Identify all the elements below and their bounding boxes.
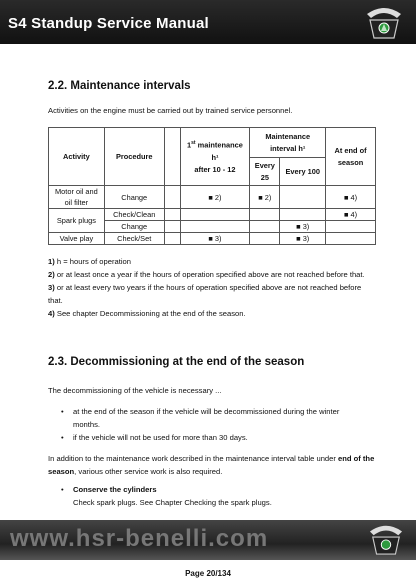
cell-blank	[164, 186, 180, 209]
maintenance-table	[48, 127, 376, 245]
cell-every-25	[250, 209, 280, 221]
cell-procedure: Change	[104, 221, 164, 233]
first-maint-sup: st	[191, 140, 196, 147]
footnote-number: 4)	[48, 309, 55, 318]
cell-activity: Spark plugs	[49, 209, 105, 233]
interval-line1: Maintenance	[265, 131, 311, 141]
footnotes	[48, 255, 378, 320]
footnote-text: h = hours of operation	[54, 257, 131, 266]
hsr-benelli-logo-icon	[366, 522, 406, 556]
footer-website: www.hsr-benelli.com	[10, 525, 269, 552]
decommissioning-intro: The decommissioning of the vehicle is necessary ...	[48, 386, 222, 395]
header-every-100: Every 100	[280, 158, 326, 186]
footnote-text: or at least every two years if the hours of operation specified above are not reached before that.	[48, 283, 362, 305]
section-title-maintenance: 2.2. Maintenance intervals	[48, 80, 191, 92]
list-item	[48, 431, 368, 444]
bullet-icon: •	[61, 433, 64, 442]
table-row	[49, 209, 376, 221]
footnote-number: 2)	[48, 270, 55, 279]
cell-end-season	[326, 233, 376, 245]
cell-every-25	[250, 221, 280, 233]
table-row	[49, 233, 376, 245]
hsr-benelli-logo-icon	[364, 4, 404, 40]
table-row	[49, 186, 376, 209]
cell-end-season: ■ 4)	[326, 186, 376, 209]
list-item-detail: Check spark plugs. See Chapter Checking the spark plugs.	[73, 498, 272, 507]
list-item	[48, 405, 368, 431]
decommissioning-conditions	[48, 405, 368, 444]
footnote	[48, 307, 378, 320]
list-item-text: at the end of the season if the vehicle will be decommissioned during the winter months.	[73, 407, 340, 429]
header-activity: Activity	[49, 128, 105, 186]
decommissioning-paragraph	[48, 452, 378, 478]
page-number: Page 20/134	[185, 569, 231, 578]
cell-every-25: ■ 2)	[250, 186, 280, 209]
cell-every-100: ■ 3)	[280, 221, 326, 233]
cell-blank	[164, 221, 180, 233]
table-header-row	[49, 128, 376, 158]
subheading: Conserve the cylinders	[73, 485, 157, 494]
cell-activity: Motor oil and oil filter	[49, 186, 105, 209]
header-first-maintenance	[180, 128, 250, 186]
paragraph-text-end: , various other service work is also required.	[74, 467, 223, 476]
cell-procedure: Check/Clean	[104, 209, 164, 221]
header-interval	[250, 128, 326, 158]
cell-first	[180, 221, 250, 233]
header-end-of-season: At end of season	[326, 128, 376, 186]
cell-first: ■ 3)	[180, 233, 250, 245]
maintenance-intro: Activities on the engine must be carried out by trained service personnel.	[48, 106, 293, 115]
footnote-number: 3)	[48, 283, 55, 292]
footnote	[48, 281, 378, 307]
manual-title: S4 Standup Service Manual	[8, 15, 209, 32]
list-item-text: if the vehicle will not be used for more than 30 days.	[73, 433, 248, 442]
cell-procedure: Check/Set	[104, 233, 164, 245]
footnote-text: See chapter Decommissioning at the end of the season.	[54, 309, 246, 318]
header-procedure: Procedure	[104, 128, 164, 186]
footnote-text: or at least once a year if the hours of operation specified above are not reached before that.	[54, 270, 365, 279]
cell-first	[180, 209, 250, 221]
paragraph-emphasis: end of the season	[48, 454, 375, 476]
paragraph-text: In addition to the maintenance work described in the maintenance interval table under	[48, 454, 339, 463]
first-maint-unit: h¹	[211, 152, 219, 162]
bullet-icon: •	[61, 485, 64, 494]
cell-every-100: ■ 3)	[280, 233, 326, 245]
page-header	[0, 0, 416, 44]
first-maint-hours: after 10 - 12	[194, 164, 236, 174]
cell-blank	[164, 233, 180, 245]
footnote	[48, 268, 378, 281]
header-blank	[164, 128, 180, 186]
first-maint-word: maintenance	[195, 140, 243, 150]
cell-every-100	[280, 186, 326, 209]
footnote	[48, 255, 378, 268]
cell-blank	[164, 209, 180, 221]
bullet-icon: •	[61, 407, 64, 416]
header-every-25: Every 25	[250, 158, 280, 186]
cell-every-25	[250, 233, 280, 245]
section-title-decommissioning: 2.3. Decommissioning at the end of the season	[48, 356, 305, 368]
cell-end-season	[326, 221, 376, 233]
interval-line2: interval h¹	[270, 143, 306, 153]
footnote-number: 1)	[48, 257, 55, 266]
first-maint-num: 1	[187, 140, 192, 150]
cell-end-season: ■ 4)	[326, 209, 376, 221]
conserve-cylinders-block	[48, 483, 368, 509]
cell-first: ■ 2)	[180, 186, 250, 209]
cell-procedure: Change	[104, 186, 164, 209]
list-item	[48, 483, 368, 496]
cell-activity: Valve play	[49, 233, 105, 245]
cell-every-100	[280, 209, 326, 221]
